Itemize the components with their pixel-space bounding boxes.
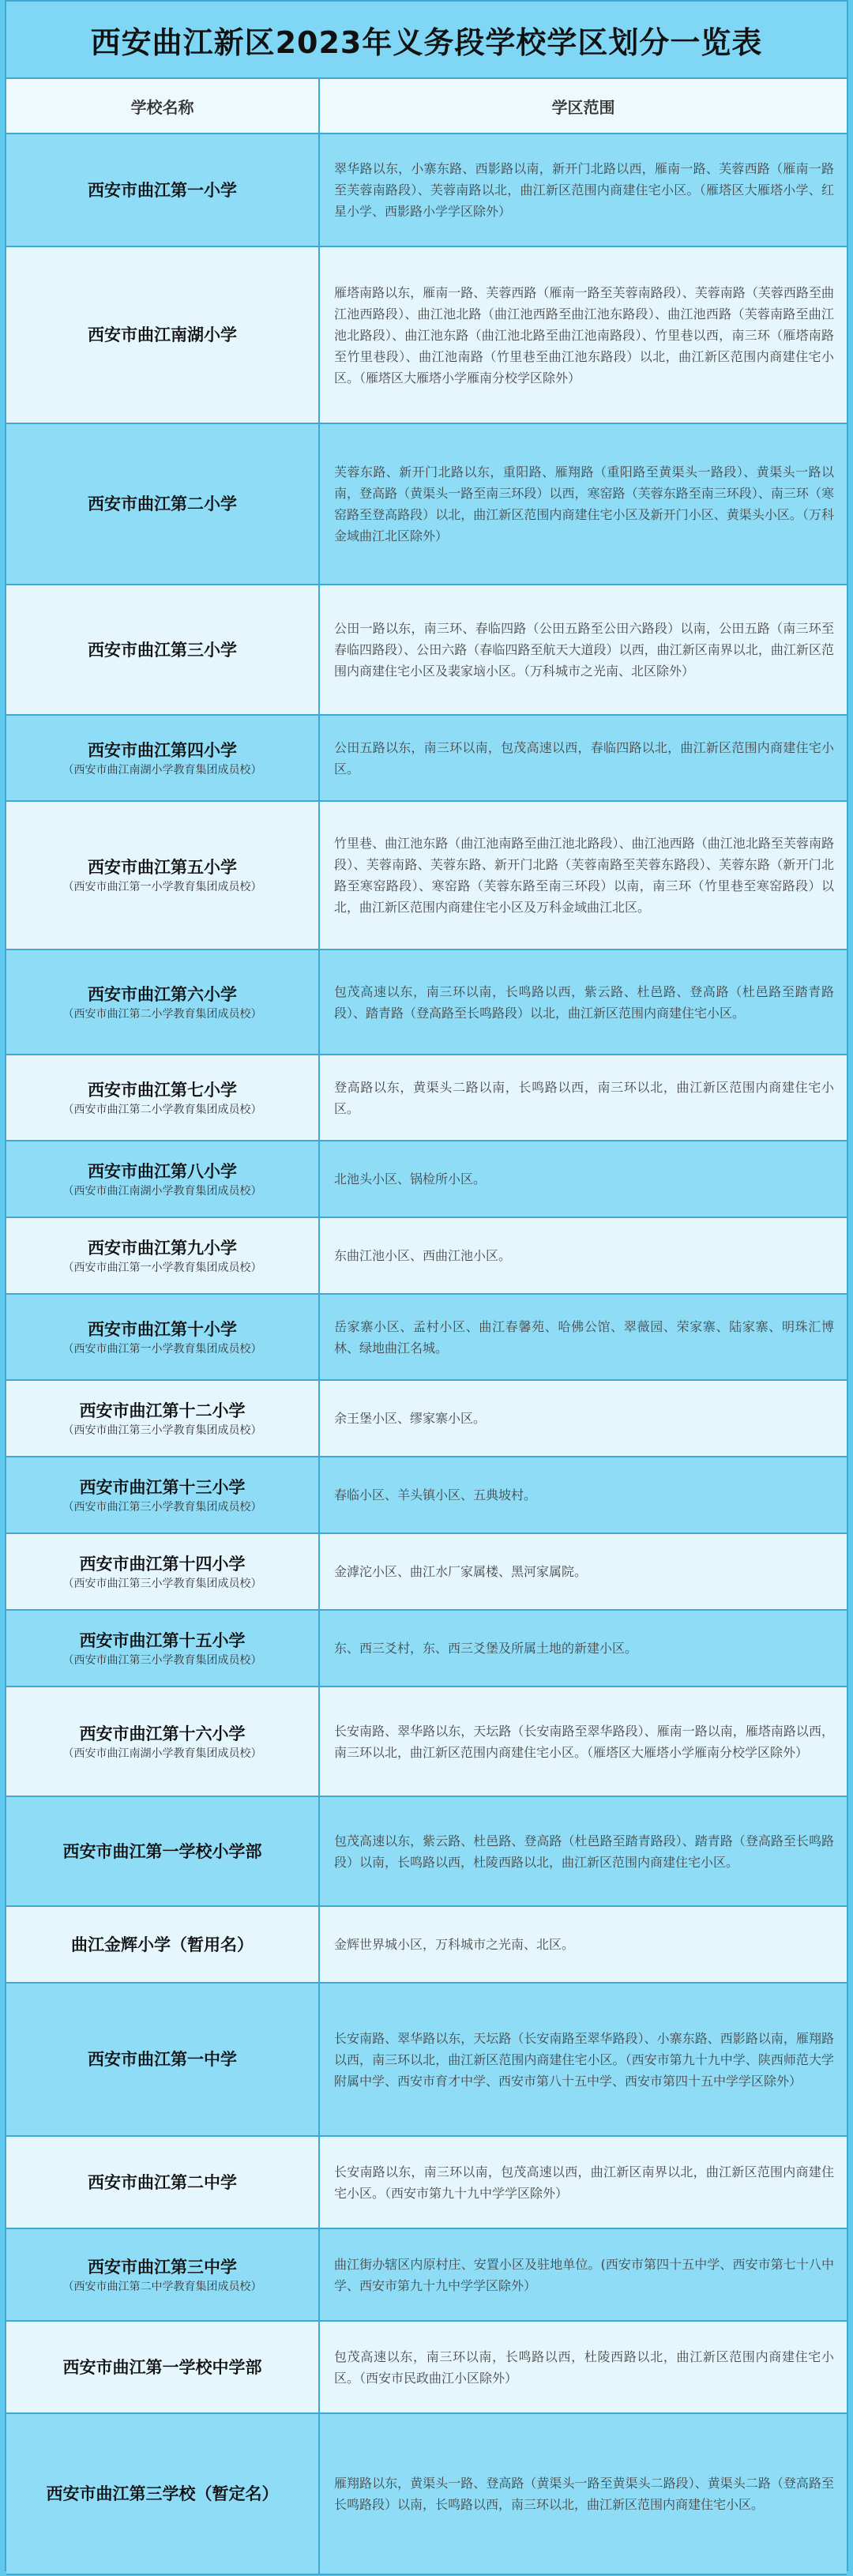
header-row [6,79,847,134]
school-name-cell [6,1380,319,1457]
table-row [6,2413,847,2574]
table-row [6,1294,847,1380]
school-name: 西安市曲江第九小学 [88,1238,237,1258]
school-name-cell [6,715,319,801]
school-name: 西安市曲江南湖小学 [88,325,237,344]
table-row [6,1055,847,1141]
table-row [6,1380,847,1457]
district-area-cell: 竹里巷、曲江池东路（曲江池南路至曲江池北路段）、曲江池西路（曲江池北路至芙蓉南路段）、芙蓉南路、芙蓉东路、新开门北路（芙蓉南路至芙蓉东路段）、芙蓉东路（新开门北路至寒窑路段）、寒窑路（芙蓉东路至南三环段）以南，南三环（竹里巷至寒窑路段）以北，曲江新区范围内商建住宅小区及万科金域曲江北区。 [319,801,847,950]
school-name-cell [6,246,319,423]
table-row [6,423,847,585]
district-area-cell: 包茂高速以东，紫云路、杜邑路、登高路（杜邑路至踏青路段）、踏青路（登高路至长鸣路段）以南，长鸣路以西，杜陵西路以北，曲江新区范围内商建住宅小区。 [319,1796,847,1906]
table-row [6,1796,847,1906]
school-name: 西安市曲江第七小学 [88,1080,237,1100]
district-area-cell: 芙蓉东路、新开门北路以东，重阳路、雁翔路（重阳路至黄渠头一路段）、黄渠头一路以南，登高路（黄渠头一路至南三环段）以西，寒窑路（芙蓉东路至南三环段）、南三环（寒窑路至登高路段）以北，曲江新区范围内商建住宅小区及新开门小区、黄渠头小区。（万科金域曲江北区除外） [319,423,847,585]
school-name-cell [6,801,319,950]
school-name: 西安市曲江第八小学 [88,1161,237,1181]
school-name: 西安市曲江第十三小学 [79,1477,246,1497]
school-name-cell [6,2413,319,2574]
school-group-note: （西安市曲江第一小学教育集团成员校） [62,881,262,893]
district-area-cell: 长安南路以东，南三环以南，包茂高速以西，曲江新区南界以北，曲江新区范围内商建住宅小区。（西安市第九十九中学学区除外） [319,2136,847,2228]
school-name-cell [6,1294,319,1380]
page-title: 西安曲江新区2023年义务段学校学区划分一览表 [6,2,847,79]
district-area-cell: 长安南路、翠华路以东，天坛路（长安南路至翠华路段）、雁南一路以南，雁塔南路以西，南三环以北，曲江新区范围内商建住宅小区。（雁塔区大雁塔小学雁南分校学区除外） [319,1687,847,1796]
table-row [6,950,847,1055]
district-area-cell: 包茂高速以东，南三环以南，长鸣路以西，杜陵西路以北，曲江新区范围内商建住宅小区。（西安市民政曲江小区除外） [319,2321,847,2413]
school-name: 西安市曲江第十四小学 [79,1554,246,1574]
school-name: 西安市曲江第十二小学 [79,1401,246,1420]
school-name-cell [6,134,319,246]
school-name-cell [6,1796,319,1906]
table-row [6,1533,847,1610]
school-group-note: （西安市曲江第一小学教育集团成员校） [62,1261,262,1274]
school-name-cell [6,2228,319,2321]
school-name-cell [6,1141,319,1217]
district-area-cell: 东曲江池小区、西曲江池小区。 [319,1217,847,1294]
school-name: 西安市曲江第三小学 [88,640,237,660]
school-group-note: （西安市曲江第一小学教育集团成员校） [62,1342,262,1356]
school-district-table [6,79,847,2575]
school-group-note: （西安市曲江第三小学教育集团成员校） [62,1423,262,1437]
school-name-cell [6,1457,319,1533]
district-area-cell: 登高路以东，黄渠头二路以南，长鸣路以西，南三环以北，曲江新区范围内商建住宅小区。 [319,1055,847,1141]
district-area-cell: 公田五路以东，南三环以南，包茂高速以西，春临四路以北，曲江新区范围内商建住宅小区。 [319,715,847,801]
school-name: 西安市曲江第十六小学 [79,1724,246,1743]
district-area-cell: 长安南路、翠华路以东，天坛路（长安南路至翠华路段）、小寨东路、西影路以南，雁翔路以西，南三环以北，曲江新区范围内商建住宅小区。（西安市第九十九中学、陕西师范大学附属中学、西安市育才中学、西安市第八十五中学、西安市第四十五中学学区除外） [319,1983,847,2136]
school-name: 西安市曲江第三中学 [88,2257,237,2277]
school-name-cell [6,1055,319,1141]
table-row [6,2136,847,2228]
school-name: 西安市曲江第三学校（暂定名） [46,2484,279,2503]
school-group-note: （西安市曲江第二小学教育集团成员校） [62,1007,262,1021]
table-frame [5,0,848,2571]
table-row [6,715,847,801]
table-row [6,801,847,950]
district-area-cell: 金辉世界城小区，万科城市之光南、北区。 [319,1906,847,1983]
school-group-note: （西安市曲江南湖小学教育集团成员校） [62,763,262,777]
school-name-cell [6,2321,319,2413]
district-area-cell: 翠华路以东，小寨东路、西影路以南，新开门北路以西，雁南一路、芙蓉西路（雁南一路至芙蓉南路段）、芙蓉南路以北，曲江新区范围内商建住宅小区。（雁塔区大雁塔小学、红星小学、西影路小学学区除外） [319,134,847,246]
table-row [6,2228,847,2321]
school-name: 西安市曲江第五小学 [88,858,237,877]
column-header-school-name: 学校名称 [6,79,319,134]
school-name-cell [6,1983,319,2136]
district-area-cell: 包茂高速以东，南三环以南，长鸣路以西，紫云路、杜邑路、登高路（杜邑路至踏青路段）、踏青路（登高路至长鸣路段）以北，曲江新区范围内商建住宅小区。 [319,950,847,1055]
district-area-cell: 雁塔南路以东，雁南一路、芙蓉西路（雁南一路至芙蓉南路段）、芙蓉南路（芙蓉西路至曲江池西路段）、曲江池北路（曲江池西路至曲江池东路段）、曲江池西路（芙蓉南路至曲江池北路段）、曲江池东路（曲江池北路至曲江池南路段）、竹里巷以西，南三环（雁塔南路至竹里巷段）、曲江池南路（竹里巷至曲江池东路段）以北，曲江新区范围内商建住宅小区。（雁塔区大雁塔小学雁南分校学区除外） [319,246,847,423]
table-row [6,1610,847,1687]
school-name: 西安市曲江第十五小学 [79,1630,246,1650]
school-name-cell [6,2136,319,2228]
school-name: 西安市曲江第六小学 [88,984,237,1004]
school-name: 西安市曲江第一小学 [88,180,237,200]
school-name: 西安市曲江第一学校中学部 [62,2357,262,2377]
table-row [6,1141,847,1217]
table-row [6,246,847,423]
school-group-note: （西安市曲江第二小学教育集团成员校） [62,1103,262,1116]
school-group-note: （西安市曲江第二中学教育集团成员校） [62,2280,262,2293]
district-area-cell: 北池头小区、锅检所小区。 [319,1141,847,1217]
table-row [6,1906,847,1983]
district-area-cell: 东、西三爻村，东、西三爻堡及所属土地的新建小区。 [319,1610,847,1687]
school-name-cell [6,423,319,585]
school-name-cell [6,585,319,715]
school-name-cell [6,1533,319,1610]
school-name: 西安市曲江第十小学 [88,1319,237,1339]
table-row [6,1217,847,1294]
district-area-cell: 春临小区、羊头镇小区、五典坡村。 [319,1457,847,1533]
school-group-note: （西安市曲江第三小学教育集团成员校） [62,1577,262,1590]
district-area-cell: 岳家寨小区、孟村小区、曲江春馨苑、哈佛公馆、翠薇园、荣家寨、陆家寨、明珠汇博林、绿地曲江名城。 [319,1294,847,1380]
table-row [6,585,847,715]
school-name-cell [6,1610,319,1687]
column-header-district-area: 学区范围 [319,79,847,134]
school-name-cell [6,1217,319,1294]
school-name-cell [6,1687,319,1796]
school-name: 西安市曲江第一中学 [88,2050,237,2069]
table-row [6,2321,847,2413]
school-name: 西安市曲江第一学校小学部 [62,1841,262,1861]
school-group-note: （西安市曲江第三小学教育集团成员校） [62,1653,262,1667]
district-area-cell: 公田一路以东，南三环、春临四路（公田五路至公田六路段）以南，公田五路（南三环至春临四路段）、公田六路（春临四路至航天大道段）以西，曲江新区南界以北，曲江新区范围内商建住宅小区及裴家垴小区。（万科城市之光南、北区除外） [319,585,847,715]
district-area-cell: 雁翔路以东，黄渠头一路、登高路（黄渠头一路至黄渠头二路段）、黄渠头二路（登高路至长鸣路段）以南，长鸣路以西，南三环以北，曲江新区范围内商建住宅小区。 [319,2413,847,2574]
table-row [6,1983,847,2136]
school-name: 曲江金辉小学（暂用名） [71,1935,254,1954]
table-row [6,1687,847,1796]
district-area-cell: 金滹沱小区、曲江水厂家属楼、黑河家属院。 [319,1533,847,1610]
school-name-cell [6,1906,319,1983]
school-group-note: （西安市曲江南湖小学教育集团成员校） [62,1184,262,1198]
district-area-cell: 曲江街办辖区内原村庄、安置小区及驻地单位。(西安市第四十五中学、西安市第七十八中学、西安市第九十九中学学区除外） [319,2228,847,2321]
school-name: 西安市曲江第二小学 [88,495,237,513]
school-name: 西安市曲江第四小学 [88,740,237,760]
school-name: 西安市曲江第二中学 [88,2172,237,2192]
school-name-cell [6,950,319,1055]
table-row [6,134,847,246]
school-group-note: （西安市曲江第三小学教育集团成员校） [62,1500,262,1514]
school-group-note: （西安市曲江南湖小学教育集团成员校） [62,1747,262,1760]
district-area-cell: 余王堡小区、缪家寨小区。 [319,1380,847,1457]
table-row [6,1457,847,1533]
